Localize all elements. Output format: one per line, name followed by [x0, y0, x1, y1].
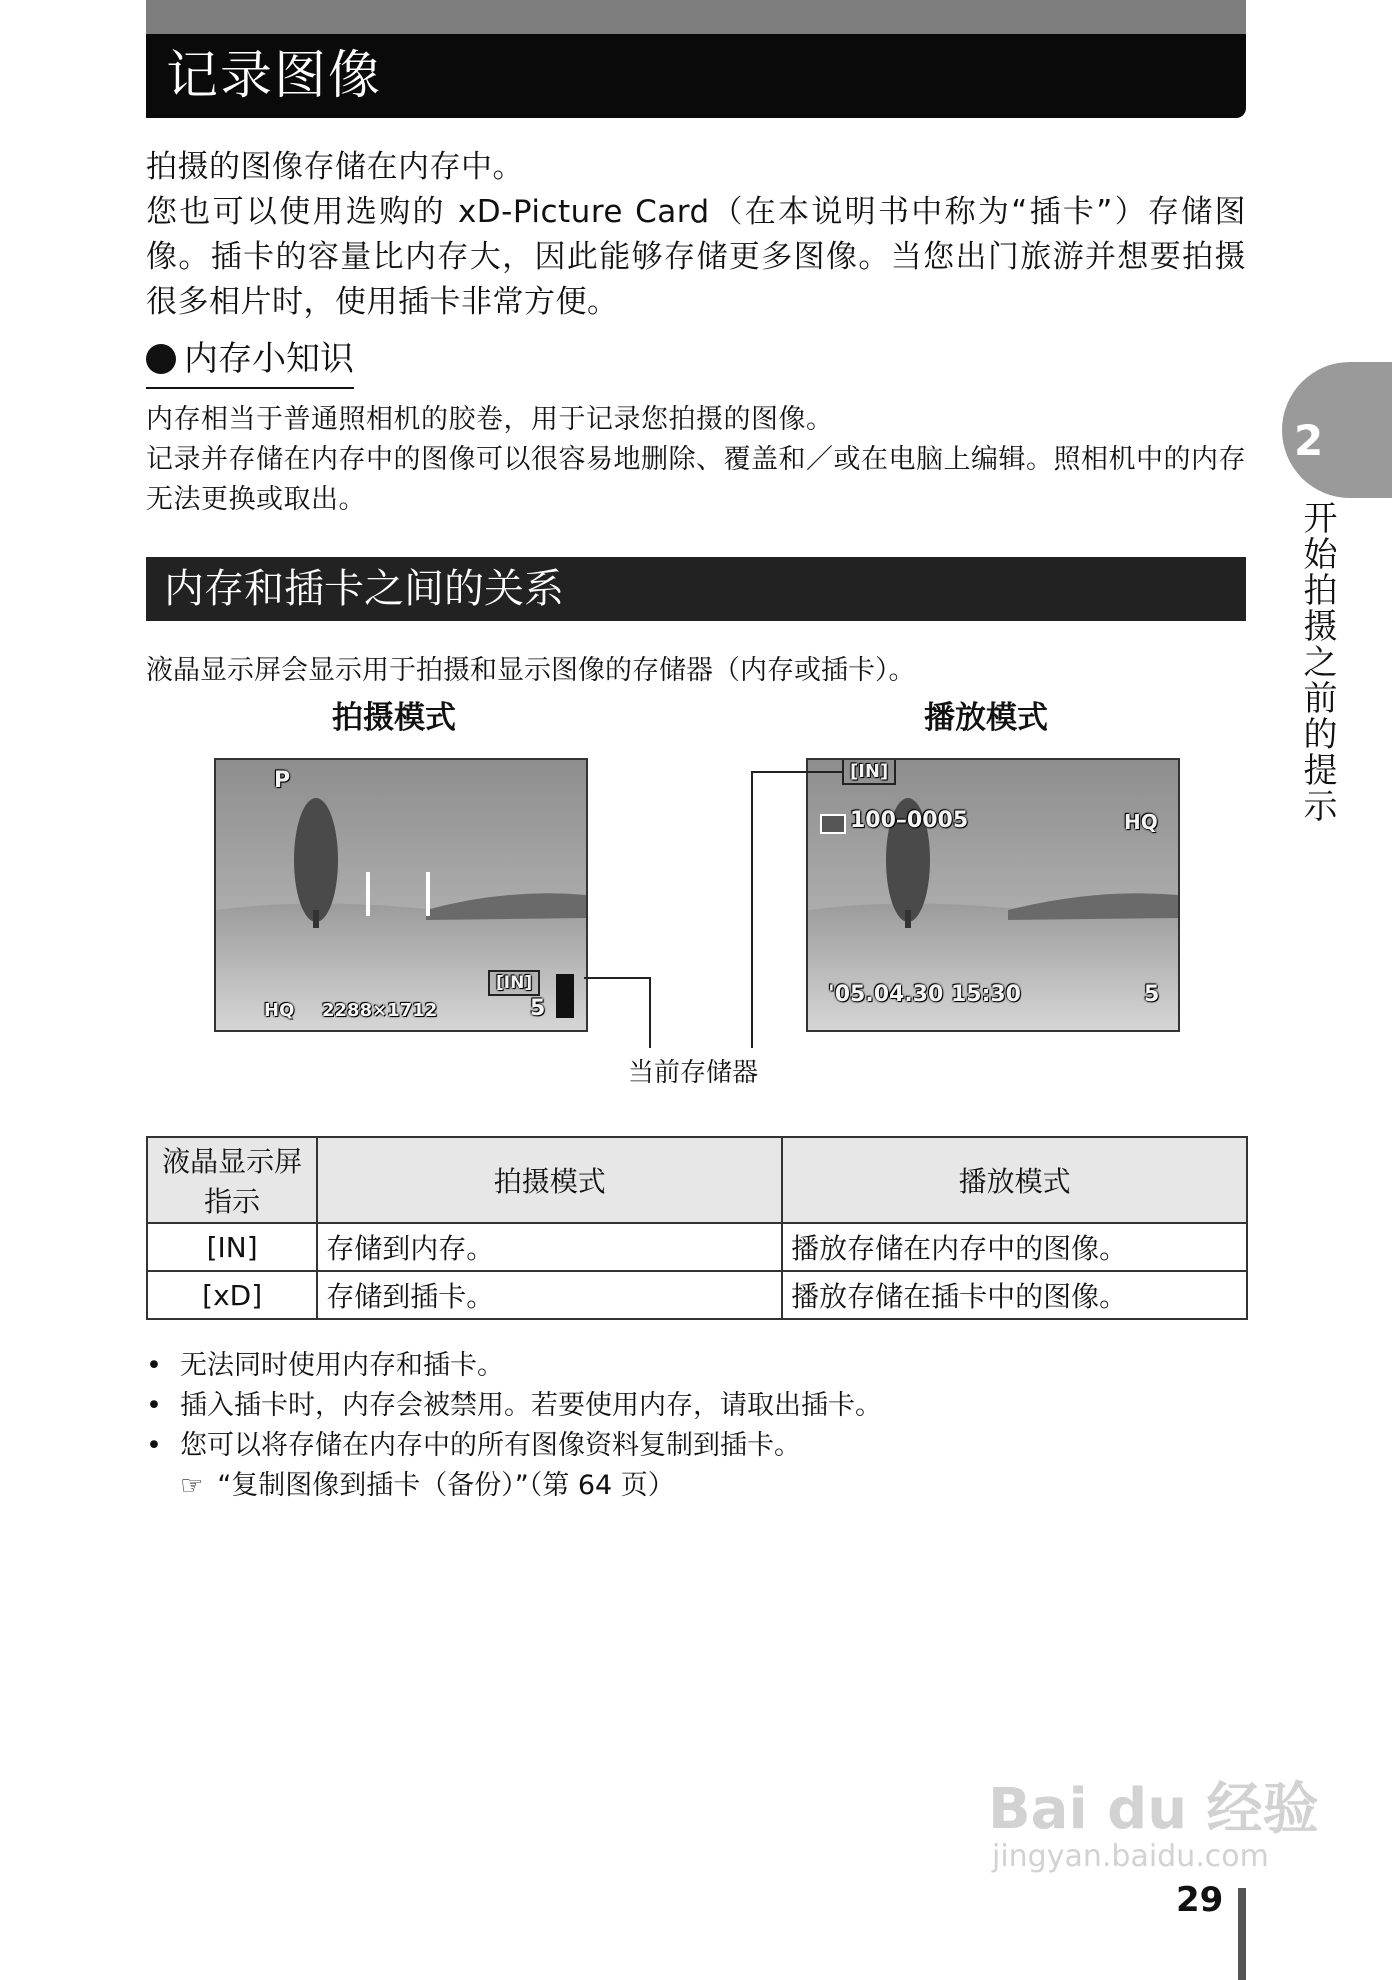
chapter-number: 2	[1294, 416, 1324, 465]
page-edge-bar	[1238, 1888, 1246, 1980]
bullet-icon: •	[146, 1390, 162, 1421]
section-heading: 内存和插卡之间的关系	[164, 566, 564, 612]
table-row	[147, 1271, 1247, 1319]
table-cell-shooting: 存储到内存。	[317, 1223, 782, 1271]
playback-quality: HQ	[1124, 810, 1158, 834]
callout-line-shooting	[584, 978, 650, 1048]
bullet-icon: •	[146, 1430, 162, 1461]
shooting-remaining-count: 5	[530, 996, 546, 1021]
shooting-mode-indicator: P	[274, 768, 291, 793]
playback-mode-label: 播放模式	[924, 700, 1048, 736]
shooting-resolution: 2288×1712	[322, 1000, 438, 1021]
bullet-icon: •	[146, 1350, 162, 1381]
playback-file-number: 100–0005	[850, 808, 969, 833]
table-header-row	[147, 1137, 1247, 1223]
shooting-quality: HQ	[264, 1000, 295, 1021]
list-item	[146, 1466, 882, 1506]
table-cell-indicator: [IN]	[147, 1223, 317, 1271]
table-cell-shooting: 存储到插卡。	[317, 1271, 782, 1319]
page-reference[interactable]: “复制图像到插卡（备份）”（第 64 页）	[217, 1470, 675, 1501]
baidu-watermark	[988, 1777, 1319, 1874]
watermark-url: jingyan.baidu.com	[992, 1839, 1269, 1874]
notes-list	[146, 1346, 882, 1506]
table-cell-playback: 播放存储在内存中的图像。	[782, 1223, 1247, 1271]
table-cell-playback: 播放存储在插卡中的图像。	[782, 1271, 1247, 1319]
table-cell-indicator: [xD]	[147, 1271, 317, 1319]
relation-description: 液晶显示屏会显示用于拍摄和显示图像的存储器（内存或插卡）。	[146, 655, 916, 686]
playback-datetime: '05.04.30 15:30	[828, 982, 1021, 1007]
current-memory-callout: 当前存储器	[628, 1058, 759, 1088]
list-item	[146, 1386, 882, 1426]
memory-tips-line-1: 内存相当于普通照相机的胶卷，用于记录您拍摄的图像。	[146, 404, 834, 435]
table-header-playback: 播放模式	[782, 1137, 1247, 1223]
intro-line-2: 您也可以使用选购的 xD-Picture Card（在本说明书中称为“插卡”）存储图像。插卡的容量比内存大，因此能够存储更多图像。当您出门旅游并想要拍摄很多相片时，使用插卡非常方便。	[146, 194, 1246, 320]
page-title: 记录图像	[166, 46, 383, 106]
shooting-memory-indicator: [IN]	[488, 970, 540, 996]
list-item	[146, 1346, 882, 1386]
memory-tips-heading-text: 内存小知识	[184, 339, 354, 379]
note-text: 插入插卡时，内存会被禁用。若要使用内存，请取出插卡。	[180, 1390, 882, 1421]
playback-frame-number: 5	[1144, 982, 1160, 1007]
table-header-shooting: 拍摄模式	[317, 1137, 782, 1223]
note-text: 您可以将存储在内存中的所有图像资料复制到插卡。	[180, 1430, 801, 1461]
table-row	[147, 1223, 1247, 1271]
shooting-mode-label: 拍摄模式	[332, 700, 456, 736]
table-header-indicator: 液晶显示屏指示	[147, 1137, 317, 1223]
callout-line-playback	[752, 772, 842, 1048]
page-number: 29	[1176, 1880, 1224, 1920]
memory-indicator-table	[146, 1136, 1248, 1320]
list-item	[146, 1426, 882, 1466]
reference-pointer-icon: ☞	[180, 1471, 204, 1501]
playback-memory-indicator: [IN]	[842, 758, 896, 785]
chapter-label: 开始拍摄之前的提示	[1297, 500, 1337, 824]
note-text: 无法同时使用内存和插卡。	[180, 1350, 504, 1381]
watermark-brand: Bai du 经验	[988, 1777, 1319, 1842]
intro-line-1: 拍摄的图像存储在内存中。	[146, 149, 524, 185]
memory-tips-line-2: 记录并存储在内存中的图像可以很容易地删除、覆盖和／或在电脑上编辑。照相机中的内存无法更换或取出。	[146, 444, 1246, 515]
